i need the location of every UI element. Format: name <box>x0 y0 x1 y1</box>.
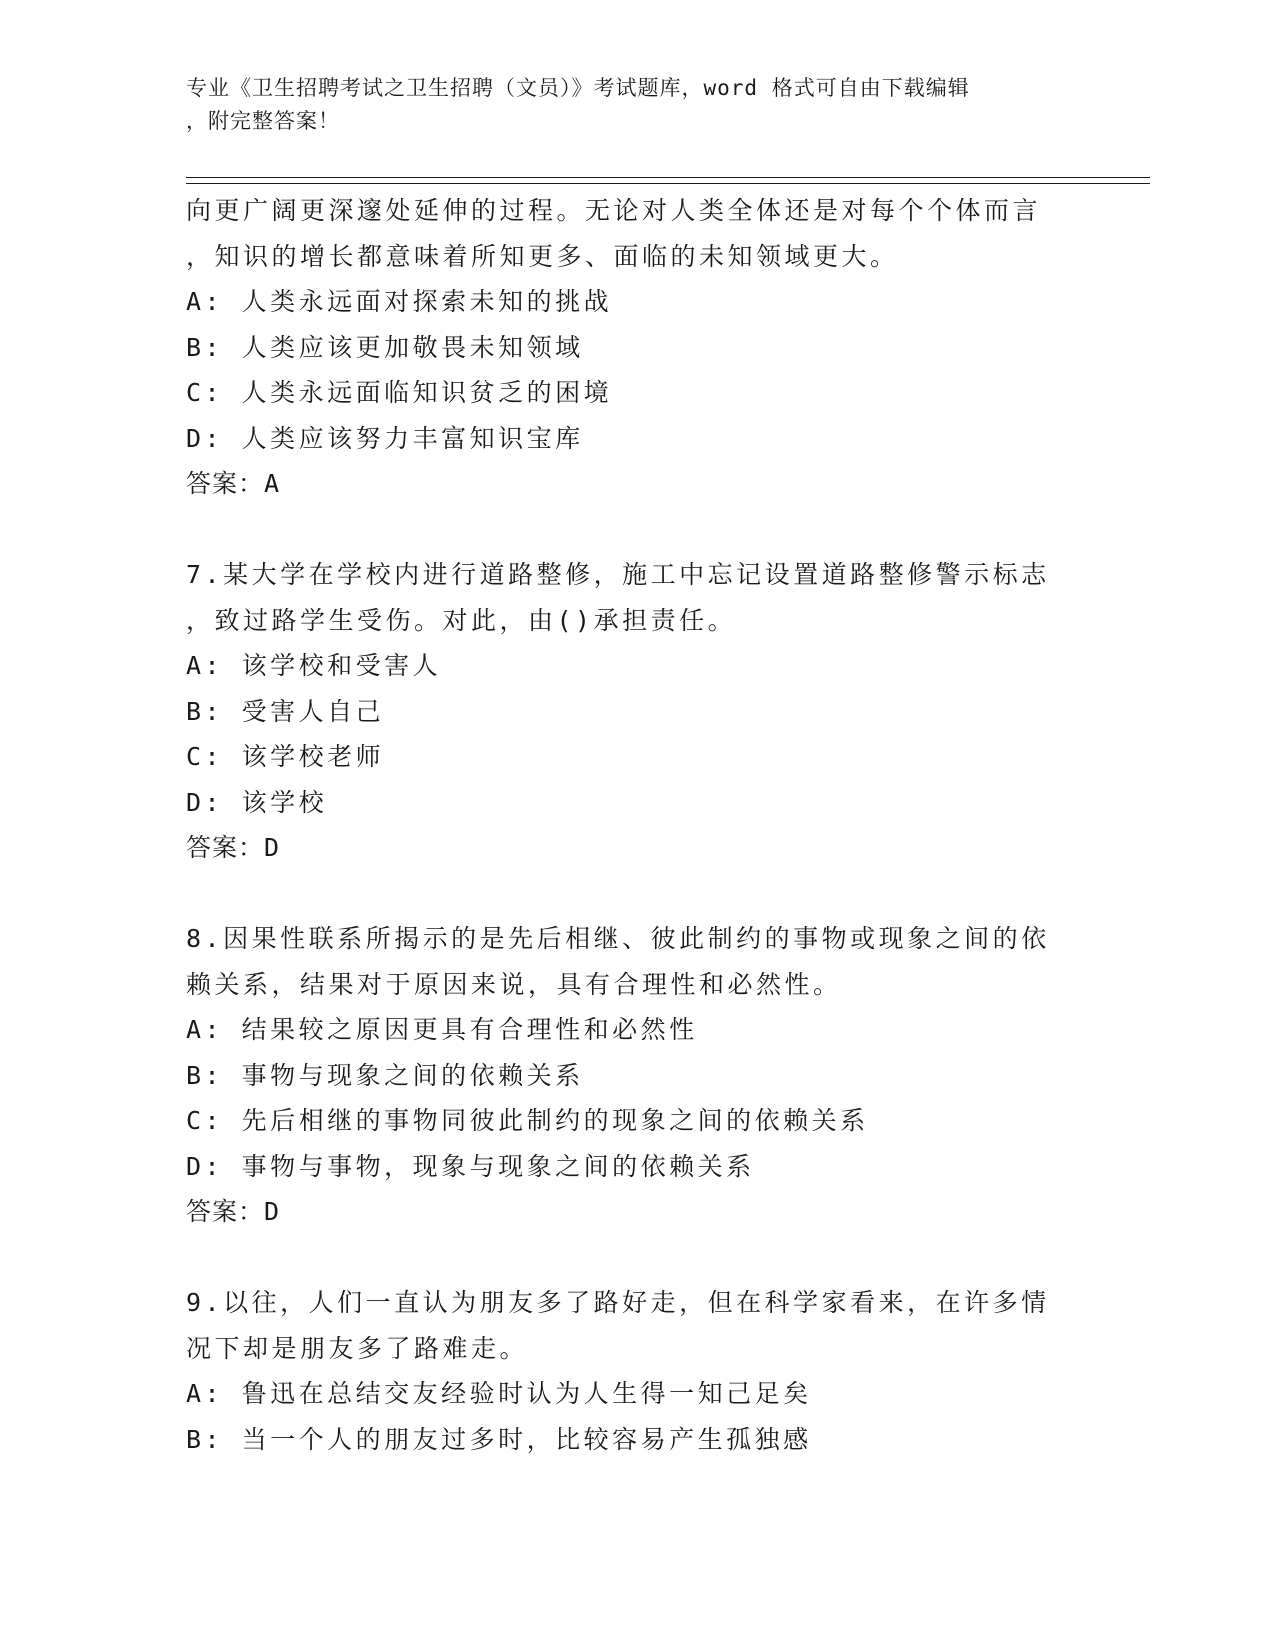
option-a: A: 该学校和受害人 <box>186 651 442 680</box>
question-text-line: 7.某大学在学校内进行道路整修，施工中忘记设置道路整修警示标志 <box>186 560 1050 589</box>
document-body <box>186 188 1186 1462</box>
option-a: A: 鲁迅在总结交友经验时认为人生得一知己足矣 <box>186 1379 812 1408</box>
option-d: D: 人类应该努力丰富知识宝库 <box>186 423 584 453</box>
option-d: D: 事物与事物，现象与现象之间的依赖关系 <box>186 1151 755 1181</box>
header-line-1: 专业《卫生招聘考试之卫生招聘（文员）》考试题库，word 格式可自由下载编辑 <box>186 76 970 100</box>
header-double-rule <box>186 177 1150 184</box>
question-text-line: 赖关系，结果对于原因来说，具有合理性和必然性。 <box>186 969 842 999</box>
option-b: B: 人类应该更加敬畏未知领域 <box>186 332 584 362</box>
option-c: C: 先后相继的事物同彼此制约的现象之间的依赖关系 <box>186 1106 869 1135</box>
option-c: C: 该学校老师 <box>186 742 385 771</box>
option-b: B: 当一个人的朋友过多时，比较容易产生孤独感 <box>186 1424 812 1454</box>
header-line-2: ，附完整答案！ <box>186 109 340 133</box>
option-b: B: 事物与现象之间的依赖关系 <box>186 1060 584 1090</box>
option-a: A: 人类永远面对探索未知的挑战 <box>186 287 613 316</box>
question-text-line: 况下却是朋友多了路难走。 <box>186 1333 529 1363</box>
question-text-line: ，知识的增长都意味着所知更多、面临的未知领域更大。 <box>186 241 899 271</box>
answer-line: 答案：D <box>186 833 281 862</box>
option-a: A: 结果较之原因更具有合理性和必然性 <box>186 1015 698 1044</box>
question-9 <box>186 1280 1186 1462</box>
answer-line: 答案：D <box>186 1197 281 1226</box>
question-continuation <box>186 188 1186 507</box>
question-8 <box>186 916 1186 1235</box>
spacer <box>186 871 1186 917</box>
spacer <box>186 507 1186 553</box>
option-c: C: 人类永远面临知识贫乏的困境 <box>186 378 613 407</box>
question-text-line: ，致过路学生受伤。对此，由()承担责任。 <box>186 605 737 635</box>
answer-line: 答案：A <box>186 469 281 498</box>
question-7 <box>186 552 1186 871</box>
spacer <box>186 1235 1186 1281</box>
option-b: B: 受害人自己 <box>186 696 385 726</box>
question-text-line: 向更广阔更深邃处延伸的过程。无论对人类全体还是对每个个体而言 <box>186 196 1042 225</box>
document-header <box>186 72 1086 138</box>
question-text-line: 9.以往，人们一直认为朋友多了路好走，但在科学家看来，在许多情 <box>186 1288 1050 1317</box>
option-d: D: 该学校 <box>186 787 328 817</box>
question-text-line: 8.因果性联系所揭示的是先后相继、彼此制约的事物或现象之间的依 <box>186 924 1050 953</box>
